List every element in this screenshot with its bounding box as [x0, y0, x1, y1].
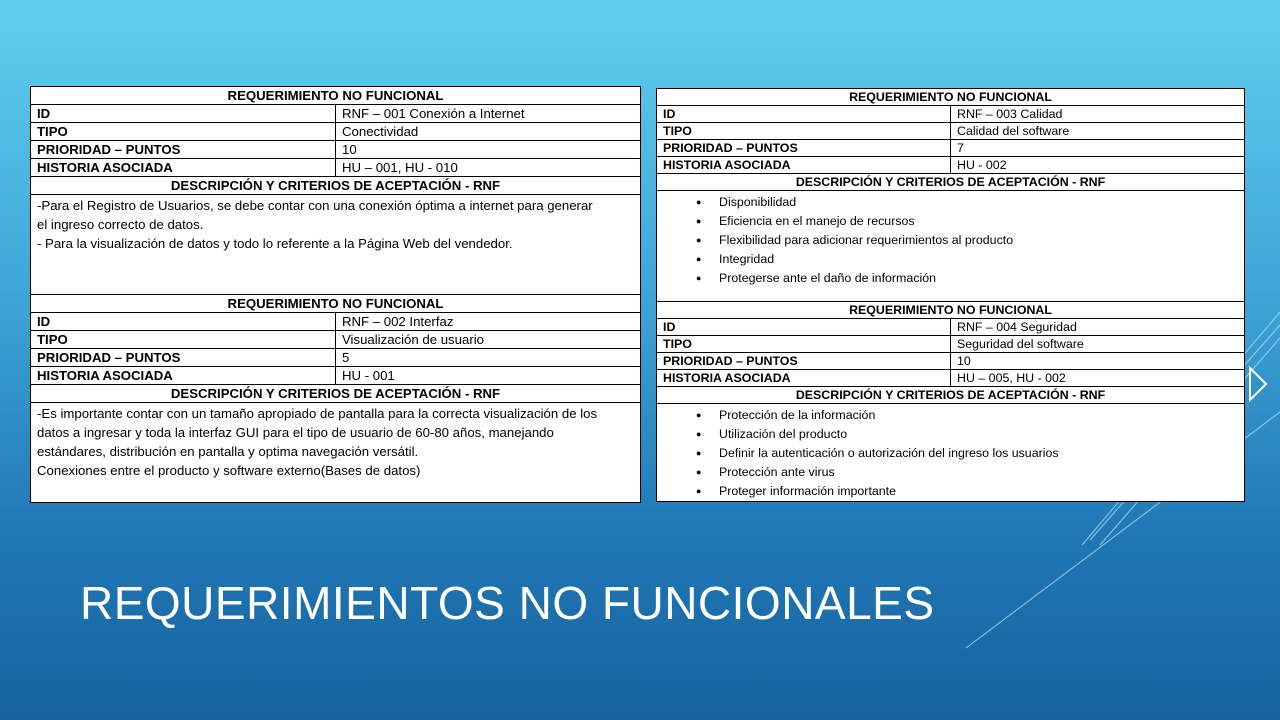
id-value: RNF – 003 Calidad [951, 106, 1245, 123]
description-header: DESCRIPCIÓN Y CRITERIOS DE ACEPTACIÓN - RNF [31, 385, 641, 403]
description-line: datos a ingresar y toda la interfaz GUI para el tipo de usuario de 60-80 años, manejando [37, 425, 554, 440]
tipo-label: TIPO [657, 336, 951, 353]
table-header: REQUERIMIENTO NO FUNCIONAL [657, 89, 1245, 106]
requirements-table-right [656, 88, 1245, 502]
historia-label: HISTORIA ASOCIADA [31, 159, 336, 177]
description-line: -Para el Registro de Usuarios, se debe contar con una conexión óptima a internet para generar [37, 198, 593, 213]
description-line: -Es importante contar con un tamaño apropiado de pantalla para la correcta visualización de los [37, 406, 598, 421]
tipo-value: Visualización de usuario [336, 331, 641, 349]
list-item: ● Protegerse ante el daño de información [719, 269, 1238, 288]
criteria-list [663, 406, 1238, 501]
prioridad-value: 7 [951, 140, 1245, 157]
id-value: RNF – 004 Seguridad [951, 319, 1245, 336]
list-item: ● Protección de la información [719, 406, 1238, 425]
id-value: RNF – 001 Conexión a Internet [336, 105, 641, 123]
tipo-label: TIPO [31, 123, 336, 141]
id-label: ID [31, 313, 336, 331]
historia-value: HU – 005, HU - 002 [951, 370, 1245, 387]
historia-label: HISTORIA ASOCIADA [657, 370, 951, 387]
description-header: DESCRIPCIÓN Y CRITERIOS DE ACEPTACIÓN - RNF [31, 177, 641, 195]
prioridad-value: 10 [336, 141, 641, 159]
list-item: ● Proteger información importante [719, 482, 1238, 501]
description-line: el ingreso correcto de datos. [37, 217, 204, 232]
description-header: DESCRIPCIÓN Y CRITERIOS DE ACEPTACIÓN - RNF [657, 387, 1245, 404]
historia-label: HISTORIA ASOCIADA [31, 367, 336, 385]
list-item: ● Utilización del producto [719, 425, 1238, 444]
prioridad-label: PRIORIDAD – PUNTOS [31, 141, 336, 159]
list-item: ● Flexibilidad para adicionar requerimientos al producto [719, 231, 1238, 250]
table-header: REQUERIMIENTO NO FUNCIONAL [657, 302, 1245, 319]
prioridad-value: 10 [951, 353, 1245, 370]
prioridad-value: 5 [336, 349, 641, 367]
historia-value: HU - 002 [951, 157, 1245, 174]
requirements-table-left [30, 86, 641, 503]
criteria-list [663, 193, 1238, 288]
description-line: estándares, distribución en pantalla y optima navegación versátil. [37, 444, 419, 459]
list-item: ● Integridad [719, 250, 1238, 269]
prioridad-label: PRIORIDAD – PUNTOS [657, 353, 951, 370]
table-header: REQUERIMIENTO NO FUNCIONAL [31, 87, 641, 105]
tipo-value: Conectividad [336, 123, 641, 141]
description-line: Conexiones entre el producto y software externo(Bases de datos) [37, 463, 421, 478]
prioridad-label: PRIORIDAD – PUNTOS [657, 140, 951, 157]
historia-label: HISTORIA ASOCIADA [657, 157, 951, 174]
id-label: ID [657, 106, 951, 123]
historia-value: HU - 001 [336, 367, 641, 385]
description-cell [31, 195, 641, 295]
id-label: ID [31, 105, 336, 123]
table-header: REQUERIMIENTO NO FUNCIONAL [31, 295, 641, 313]
list-item: ● Disponibilidad [719, 193, 1238, 212]
id-value: RNF – 002 Interfaz [336, 313, 641, 331]
prioridad-label: PRIORIDAD – PUNTOS [31, 349, 336, 367]
list-item: ● Eficiencia en el manejo de recursos [719, 212, 1238, 231]
description-cell [657, 191, 1245, 302]
list-item: ● Protección ante virus [719, 463, 1238, 482]
tipo-label: TIPO [31, 331, 336, 349]
tipo-value: Calidad del software [951, 123, 1245, 140]
description-cell [31, 403, 641, 503]
description-header: DESCRIPCIÓN Y CRITERIOS DE ACEPTACIÓN - RNF [657, 174, 1245, 191]
list-item: ● Definir la autenticación o autorización del ingreso los usuarios [719, 444, 1238, 463]
slide-title: REQUERIMIENTOS NO FUNCIONALES [80, 577, 935, 629]
tipo-value: Seguridad del software [951, 336, 1245, 353]
next-arrow-icon [1250, 368, 1266, 400]
tipo-label: TIPO [657, 123, 951, 140]
description-cell [657, 404, 1245, 502]
description-line: - Para la visualización de datos y todo lo referente a la Página Web del vendedor. [37, 236, 513, 251]
id-label: ID [657, 319, 951, 336]
historia-value: HU – 001, HU - 010 [336, 159, 641, 177]
